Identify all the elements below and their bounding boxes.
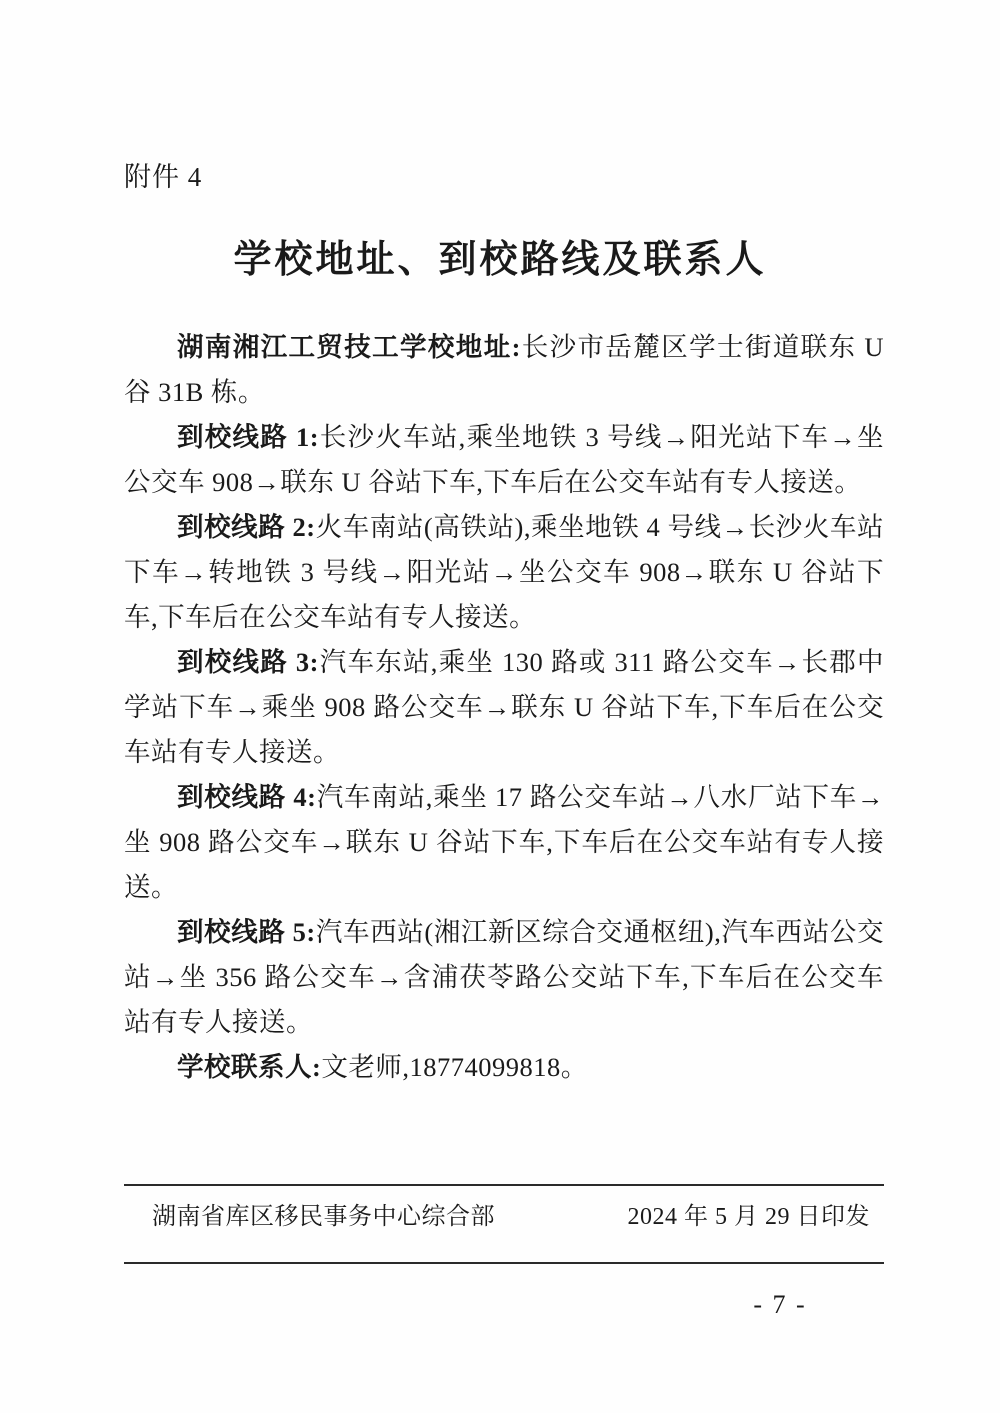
paragraph-lead: 到校线路 3: bbox=[177, 647, 319, 677]
paragraph-contact bbox=[124, 1045, 884, 1090]
footer-issue-date: 2024 年 5 月 29 日印发 bbox=[627, 1204, 870, 1230]
footer-issuer: 湖南省库区移民事务中心综合部 bbox=[152, 1204, 495, 1230]
page-number: - 7 - bbox=[753, 1290, 807, 1319]
paragraph-route-2 bbox=[124, 505, 884, 640]
paragraph-text: 文老师,18774099818。 bbox=[321, 1052, 588, 1082]
paragraph-lead: 学校联系人: bbox=[177, 1052, 322, 1082]
document-body bbox=[124, 325, 884, 1090]
paragraph-text: 火车南站(高铁站),乘坐地铁 4 号线→长沙火车站下车→转地铁 3 号线→阳光站→坐公交车 908→联东 U 谷站下车,下车后在公交车站有专人接送。 bbox=[124, 512, 884, 632]
paragraph-text: 长沙市岳麓区学士街道联东 U 谷 31B 栋。 bbox=[124, 332, 885, 407]
paragraph-text: 汽车东站,乘坐 130 路或 311 路公交车→长郡中学站下车→乘坐 908 路公交车→联东 U 谷站下车,下车后在公交车站有专人接送。 bbox=[124, 647, 884, 767]
paragraph-lead: 到校线路 5: bbox=[177, 917, 316, 947]
paragraph-lead: 湖南湘江工贸技工学校地址: bbox=[177, 332, 521, 362]
paragraph-text: 汽车西站(湘江新区综合交通枢纽),汽车西站公交站→坐 356 路公交车→含浦茯苓路公交站下车,下车后在公交车站有专人接送。 bbox=[124, 917, 884, 1037]
paragraph-text: 汽车南站,乘坐 17 路公交车站→八水厂站下车→坐 908 路公交车→联东 U 谷站下车,下车后在公交车站有专人接送。 bbox=[124, 782, 884, 902]
paragraph-route-4 bbox=[124, 775, 884, 910]
paragraph-route-3 bbox=[124, 640, 884, 775]
page-title: 学校地址、到校路线及联系人 bbox=[233, 239, 767, 281]
footer-divider-top bbox=[124, 1184, 884, 1186]
paragraph-lead: 到校线路 4: bbox=[177, 782, 317, 812]
footer-divider-bottom bbox=[124, 1262, 884, 1264]
document-footer bbox=[124, 1196, 884, 1231]
paragraph-text: 长沙火车站,乘坐地铁 3 号线→阳光站下车→坐公交车 908→联东 U 谷站下车,下车后在公交车站有专人接送。 bbox=[124, 422, 884, 497]
paragraph-address bbox=[124, 325, 884, 415]
attachment-label: 附件 4 bbox=[124, 162, 203, 192]
paragraph-route-5 bbox=[124, 910, 884, 1045]
paragraph-route-1 bbox=[124, 415, 884, 505]
paragraph-lead: 到校线路 2: bbox=[177, 512, 316, 542]
paragraph-lead: 到校线路 1: bbox=[177, 422, 320, 452]
